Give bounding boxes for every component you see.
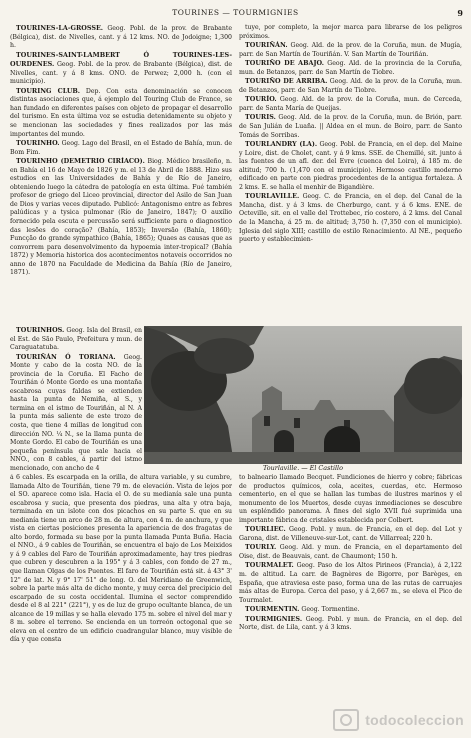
- entry-text: Geog. Ald. de la prov. de la Coruña, mun. de Betanzos, parr. de San Martín de Tiobre.: [239, 78, 462, 94]
- entry: [10, 51, 232, 87]
- entry-text: tuye, por completo, la mejor marca para librarse de los peligros próximos.: [239, 24, 462, 40]
- column-left-top: [10, 24, 232, 324]
- entry-headword: TOURLY.: [245, 543, 277, 552]
- castle-photograph: [144, 326, 462, 464]
- entry-headword: TOURINHOS.: [16, 326, 65, 334]
- entry-headword: TOURLANDRY (LA).: [245, 140, 318, 149]
- entry-text: á 6 cables. Es escarpada en la orilla, de altura variable, y su cumbre, llamada Alto de Touriñán, tiene 79 m. de elevación. Vista de lejos por el SO. aparece como isla. Hacia el O. de su medianía sale una punta escabrosa y sucia, que presenta dos piedras, una alta y otra baja, terminada en un islote con dos picachos en su parte S. que en su medianía tiene un arco de 28 m. de altura, con 4 m. de anchura, y que vista en ciertas posiciones presenta la apariencia de dos fragatas de alto bordo, formada su base por la punta llamada Punta Buña. Hacia el NNO., á 9 cables de Touriñán, se encuentra el bajo de Los Meixidos y á 9 cables del Faro de Touriñán aproximadamente, hay tres piedras que cubren y descubren a la 195° y á 3 cables, con fondo de 27 m., que llaman Olgas de los Puentes. El faro de Touriñán está sit. á 43° 3' 12" de lat. N. y 9° 17' 51" de long. O. del Meridiano de Greenwich, sobre la parte más alta de dicho monte, y muy cerca del precipicio del escarpado de su costa occidental. Ilumina el sector comprendido desde el 8 al 221° (221°), y es de luz de grupo ocultante blanca, de un alcance de 19 millas y se halla elevado 175 m. sobre el nivel del mar y 8 m. sobre el terreno. Se encienda en un torreón octogonal que se eleva en el centro de un edificio cuadrangular blanco, muy visible de día y que consta: [10, 474, 232, 644]
- entry: [239, 605, 462, 615]
- page-header: [0, 8, 471, 22]
- entry-headword: TOURIÑÁN.: [245, 41, 288, 50]
- entry-headword: TOURMENTIN.: [245, 605, 300, 614]
- entry-text: Geog. Ald. de la prov. de la Coruña, mun. de Brión, parr. de San Julián de Luaña. || Aldea en el mun. de Boiro, parr. de Santo Tomás de Sorribas.: [239, 114, 462, 139]
- entry: [10, 87, 232, 139]
- entry-text: Geog. Isla del Brasil, en el Est. de São Paulo, Prefeitura y mun. de Caraguatatuba.: [10, 327, 142, 352]
- entry-continuation: [10, 474, 232, 645]
- entry-text: Dep. Con esta denominación se conocen distintas asociaciones que, á ejemplo del Touring Club de France, se han fundado en diferentes países con objeto de propagar el desarrollo del turismo. En esta última voz se estudia detenidamente su objeto y se mencionan las sociedades y fines realizados por las más importantes del mundo.: [10, 87, 232, 138]
- page-number: 9: [457, 8, 463, 18]
- entry: [239, 543, 462, 561]
- entry-headword: TOURIÑÁN Ó TORIANA.: [16, 352, 116, 361]
- entry-text: Geog. Pobl. de Francia, en el dep. del Maine y Loire, dist. de Cholet, cant. y á 9 kms. SSE. de Chemillé, sit. junto á las fuentes de un afl. der. del Evre (cuenca del Loira), á 185 m. de altitud; 700 h. (1,470 con el municipio). Hermoso castillo moderno edificado en parte con piedras procedentes de la antigua fortaleza. Á 2 kms. E. se halla el menhir de Bigandière.: [239, 141, 462, 191]
- entry-text: Geog. Ald. de la prov. de la Coruña, mun. de Cerceda, parr. de Santa María de Queijas.: [239, 96, 462, 112]
- entry: [239, 41, 462, 59]
- running-head: TOURINES — TOURMIGNIES: [172, 8, 299, 17]
- entry-headword: TOURLIEC.: [245, 525, 286, 534]
- entry: [10, 326, 142, 353]
- entry-headword: TOURINES-SAINT-LAMBERT Ó TOURINES-LES-OURDENES.: [10, 50, 232, 69]
- column-right-top: [239, 24, 462, 322]
- entry-text: Geog. Ald. de la prov. de la Coruña, mun. de Mugía, parr. de San Martín de Touriñán. V. San Martín de Touriñán.: [239, 42, 462, 58]
- entry: [239, 615, 462, 633]
- entry-headword: TOURINHO (DEMETRIO CIRÍACO).: [16, 157, 145, 166]
- column-left-bottom: [10, 474, 232, 696]
- entry-headword: TOURÍO.: [245, 95, 277, 104]
- entry: [239, 140, 462, 192]
- entry-text: Geog. Paso de los Altos Pirineos (Francia), á 2,122 m. de altitud. La carr. de Bagnères de Bigorre, por Barèges, en España, que atraviesa este paso, forma una de las rutas de carruajes más altas de Europa. Cerca del paso, y á 2,667 m., se eleva el Pico de Tourmalet.: [239, 562, 462, 604]
- entry: [239, 77, 462, 95]
- entry-text: Geog. Pobl. de la prov. de Brabante (Bélgica), dist. de Nivelles, cant. y á 8 kms. ONO. de Perwez; 2,000 h. (con el municipio).: [10, 61, 232, 86]
- entry-headword: TOURIÑO DE ARRIBA.: [245, 77, 328, 86]
- entry-text: Geog. Tormentine.: [301, 606, 360, 614]
- entry: [239, 525, 462, 543]
- entry-text: to balneario llamado Becquet. Fundiciones de hierro y cobre; fábricas de productos químicos, cola, aceites, cuerdas, etc. Hermoso cementerio, en el que se hallan las tumbas de ilustres marinos y el monumento de los Muertos, desde cuyas inmediaciones se descubre un espléndido panorama. Á fines del siglo XVII fué suprimida una importante fábrica de cristales establecida por Colbert.: [239, 474, 462, 524]
- entry-headword: TOURINES-LA-GROSSE.: [16, 24, 104, 32]
- entry-continuation: [239, 474, 462, 525]
- entry-headword: TOURMALET.: [245, 561, 294, 570]
- entry: [239, 561, 462, 605]
- entry-text: Geog. Lago del Brasil, en el Estado de Bahía, mun. de Bom Fim.: [10, 140, 232, 156]
- entry-text: Geog. Pobl. y mun. de Francia, en el dep. del Norte, dist. de Lila, cant. y á 3 kms.: [239, 615, 462, 632]
- entry-text: Geog. Ald. de la provincia de la Coruña, mun. de Betanzos, parr. de San Martín de Tiobre.: [239, 60, 462, 76]
- castle-photo-drawing: [144, 326, 462, 464]
- column-right-bottom: [239, 474, 462, 696]
- entry-headword: TOURING CLUB.: [16, 86, 81, 95]
- entry: [239, 192, 462, 244]
- entry: [239, 95, 462, 113]
- entry-headword: TOURIS.: [245, 113, 276, 122]
- entry: [10, 353, 142, 472]
- entry-text: Geog. C. de Francia, en el dep. del Canal de la Mancha, dist. y á 3 kms. de Cherburgo, cant. y á 6 kms. ENE. de Octeville, sit. en el valle del Trottebec, río costero, á 2 kms. del Canal de la Mancha, á 25 m. de altitud; 3,750 h. (7,350 con el municipio). Iglesia del siglo XIII; castillo de estilo Renacimiento. Al NE., pequeño puerto y establecimien-: [239, 193, 462, 244]
- entry-text: Geog. Pobl. y mun. de Francia, en el dep. del Lot y Garona, dist. de Villeneuve-sur-Lot, cant. de Villarreal; 220 h.: [239, 526, 462, 542]
- entry-headword: TOURINHO.: [16, 139, 60, 148]
- entry-headword: TOURIÑO DE ABAJO.: [245, 59, 324, 68]
- entry: [10, 139, 232, 157]
- watermark: [332, 710, 464, 730]
- entry: [239, 59, 462, 77]
- entry-headword: TOURMIGNIES.: [245, 614, 303, 623]
- entry: [10, 157, 232, 278]
- photo-caption: Tourlaville. — El Castillo: [263, 464, 343, 472]
- column-left-beside-photo: [10, 326, 142, 472]
- entry-text: Geog. Ald. y mun. de Francia, en el departamento del Oise, dist. de Beauvais, cant. de Chaumont; 150 h.: [239, 544, 462, 560]
- entry-text: Geog. Monte y cabo de la costa NO. de la provincia de la Coruña. El Facho de Touriñán ó Monte Gordo es una montaña escabrosa cuyas faldas se extienden hasta la punta de Nemiña, al S., y termina en el istmo de Touriñán, al N. A la punta más saliente de este trozo de costa, que tiene 4 millas de longitud con dirección NO. ¼ N., se la llama punta de Monte Gordo. El cabo de Touriñán es una pequeña península que sale hacia el NNO., con 8 cables, á partir del istmo mencionado, con ancho de 4: [10, 353, 142, 472]
- entry-text: Biog. Médico brasileño, n. en Bahía el 16 de Mayo de 1826 y m. el 13 de Abril de 1888. Hizo sus estudios en las Universidades de Bahía y de Río de Janeiro, obteniendo luego la cátedra de patología en esta última. Fué también profesor de griego del Liceo provincial, director del Asilo de San Juan de Dios y varias veces diputado. Publicó: Antagonismo entre as febres palúdicas y a tysica pulmonar (Río de Janeiro, 1847); O auxilio fornecido pela escuta e percussão será sufficiente para o diagnostico das lesões do coração? (Bahía, 1853); Inversão (Bahía, 1860); Funcção do grande sympathico (Bahía, 1865); Quaes as causas que as convorrem para desenvolvimento da hypoemia inter-tropical? (Bahía 1872) y Memoria historica dos acontecimentos notaveis occorridos no anno de 1870 na Faculdade de Medicina da Bahía (Río de Janeiro, 1871).: [10, 158, 232, 277]
- entry-headword: TOURLAVILLE.: [245, 192, 300, 201]
- watermark-text: todocoleccion: [365, 712, 464, 728]
- entry-continuation: [239, 24, 462, 41]
- entry: [10, 24, 232, 51]
- camera-icon: [333, 709, 359, 731]
- entry-text: Geog. Pobl. de la prov. de Brabante (Bélgica), dist. de Nivelles, cant. y á 12 kms. NO. de Jodoigne; 1,300 h.: [10, 25, 232, 50]
- entry: [239, 113, 462, 140]
